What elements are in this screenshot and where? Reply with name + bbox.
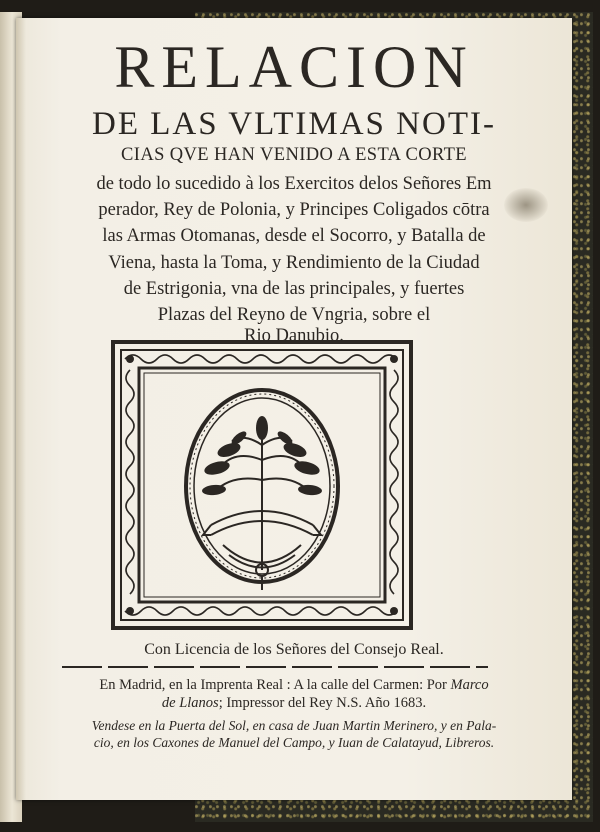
imprint-date: ; Impressor del Rey N.S. Año 1683. [218,695,427,711]
body-line-7: Plazas del Reyno de Vngria, sobre el [157,305,431,325]
divider-rule [62,666,488,668]
body-line-1: CIAS QVE HAN VENIDO A ESTA CORTE [121,145,467,165]
woodcut-emblem [111,340,413,630]
imprint-line-2 [34,694,554,712]
imprint-text: En Madrid, en la Imprenta Real : A la calle del Carmen: Por [99,677,451,693]
vendese-line-2: cio, en los Caxones de Manuel del Campo, y Iuan de Calatayud, Libreros. [93,735,495,750]
printer-surname: de Llanos [161,695,219,711]
licence-line: Con Licencia de los Señores del Consejo Real. [144,641,444,658]
body-line-8: Rio Danubio. [244,326,344,346]
printer-name: Marco [450,677,489,693]
imprint-line-1 [34,676,554,694]
body-line-4: las Armas Otomanas, desde el Socorro, y Batalla de [102,226,486,246]
body-line-6: de Estrigonia, vna de las principales, y fuertes [123,279,465,299]
body-line-2: de todo lo sucedido à los Exercitos delos Señores Em [96,174,492,194]
page-subtitle: DE LAS VLTIMAS NOTI- [92,106,496,142]
vendese-line-1: Vendese en la Puerta del Sol, en casa de Juan Martin Merinero, y en Pala- [91,718,497,733]
body-line-5: Viena, hasta la Toma, y Rendimiento de la Ciudad [108,253,480,273]
title-page [16,18,572,800]
page-title: RELACION [114,34,474,100]
body-line-3: perador, Rey de Polonia, y Principes Coligados cōtra [98,200,490,220]
